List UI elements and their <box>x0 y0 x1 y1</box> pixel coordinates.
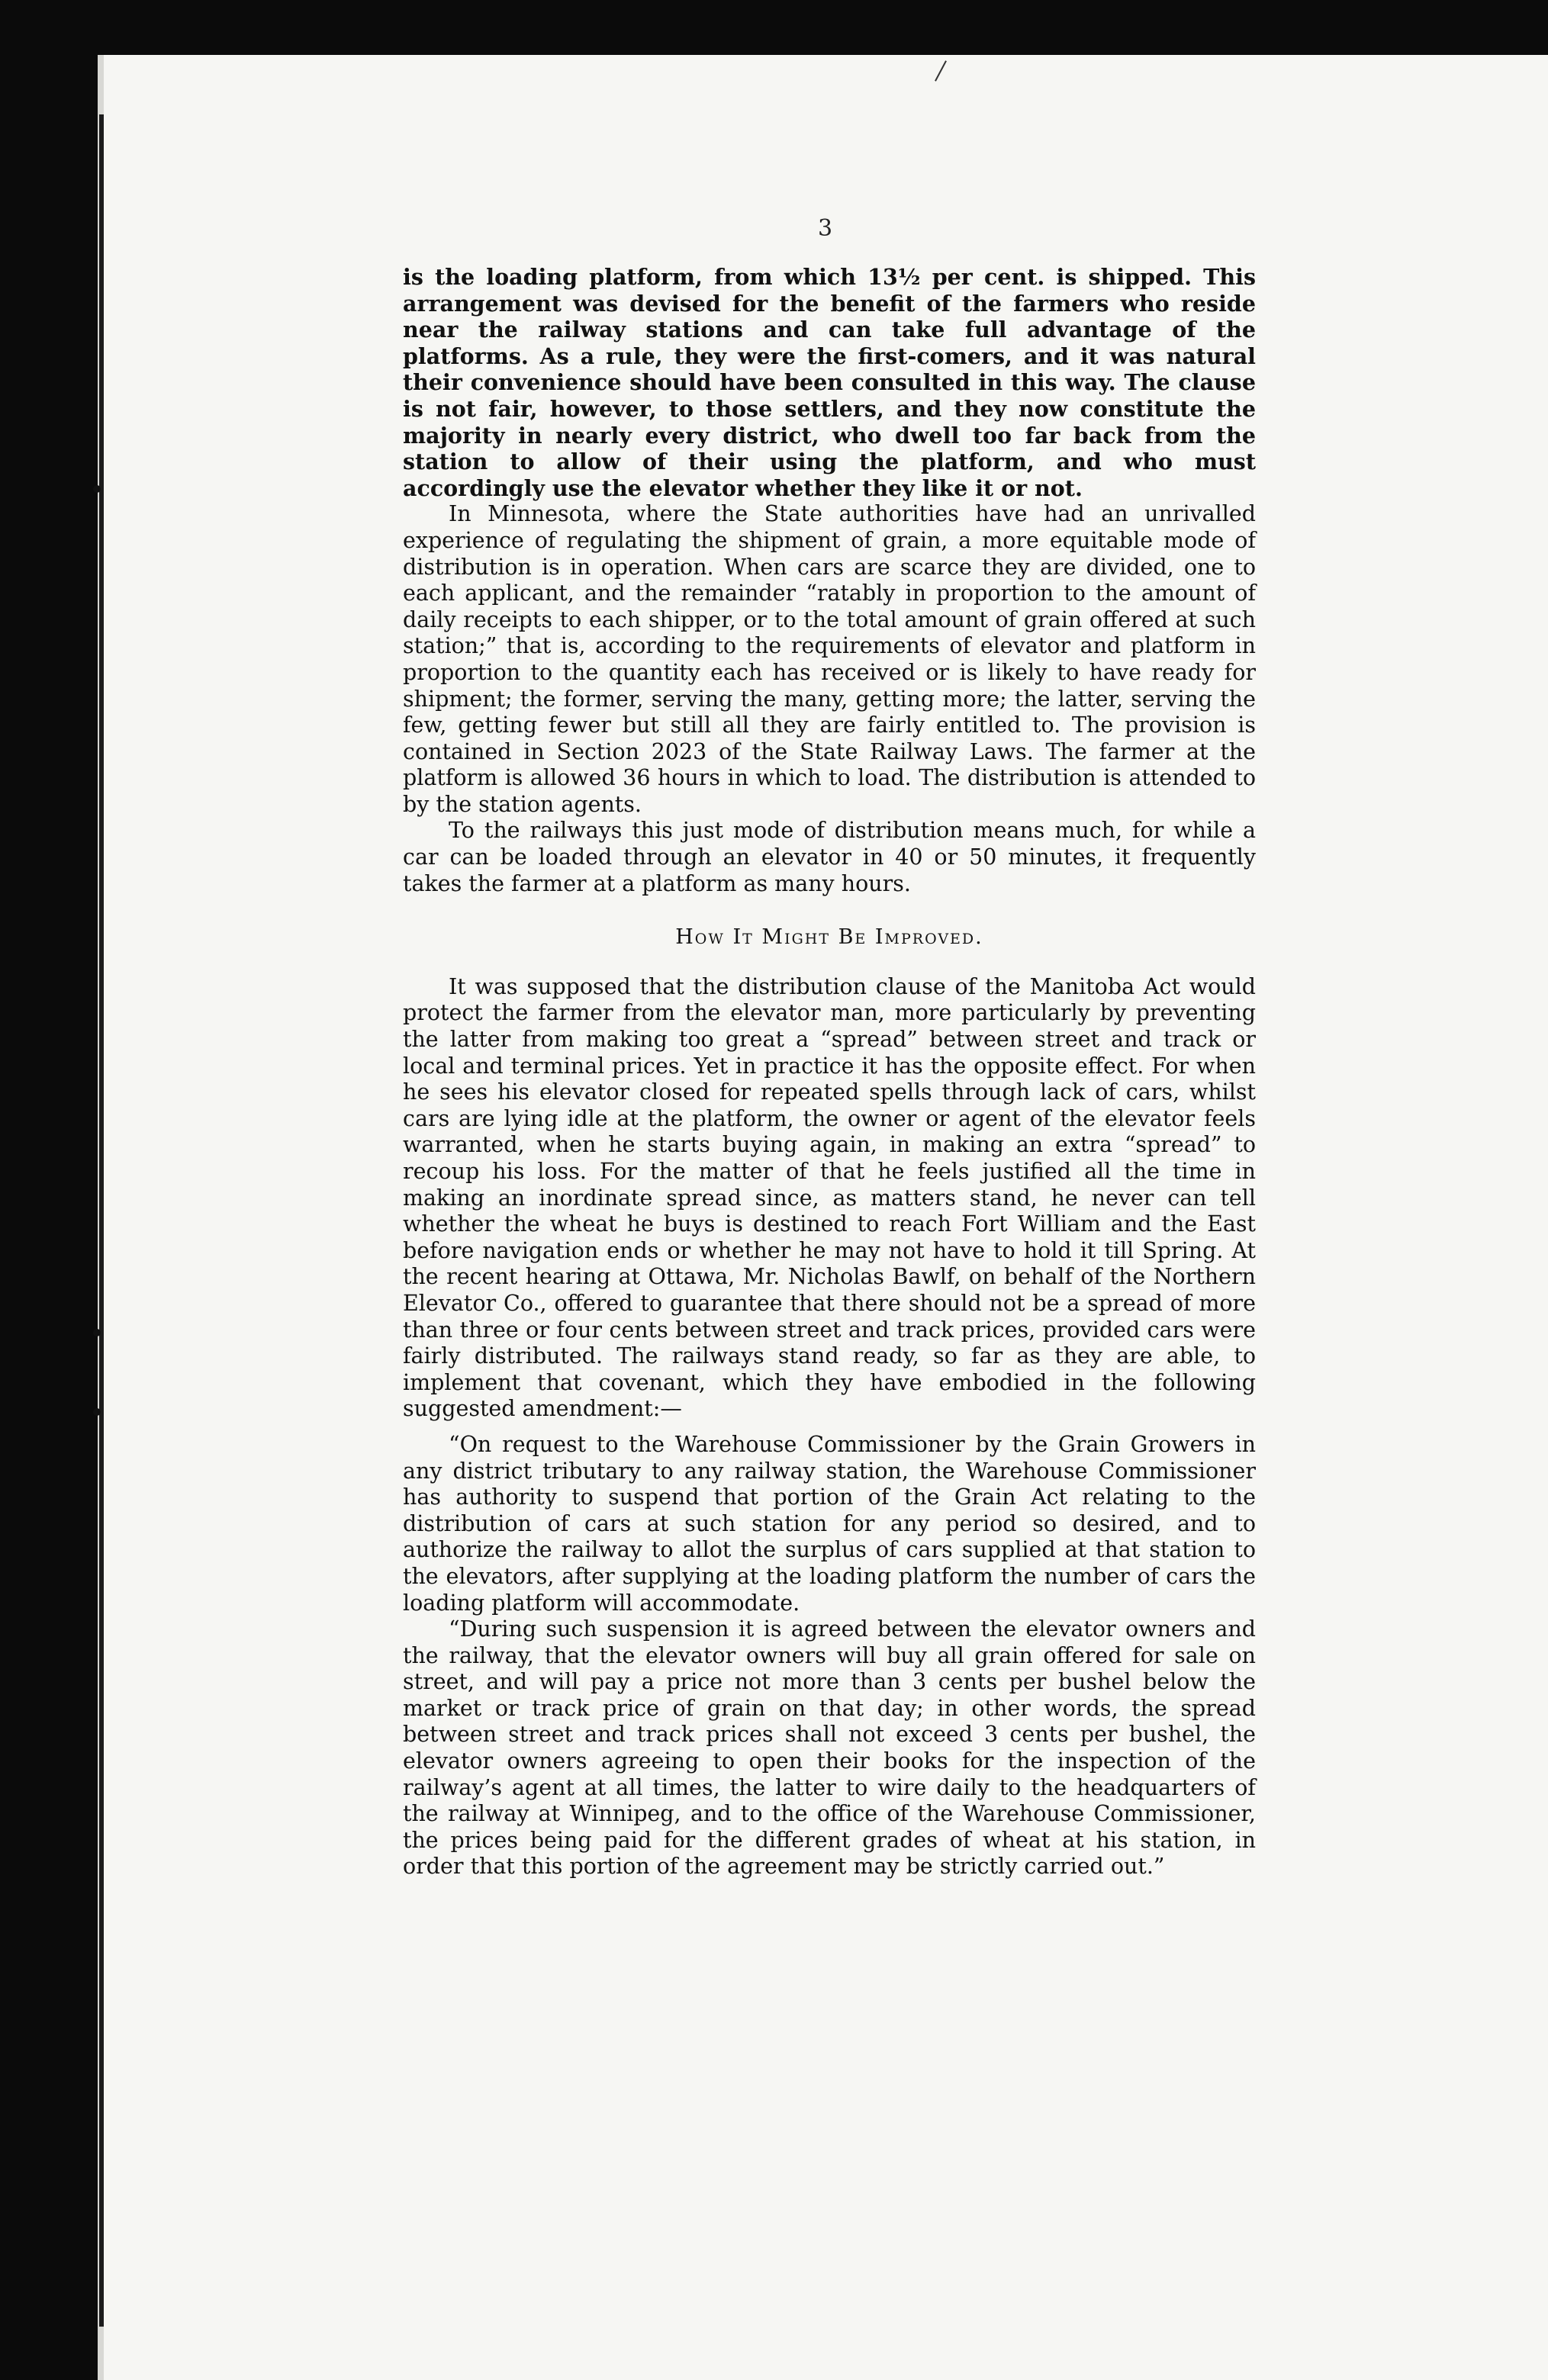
section-heading: How It Might Be Improved. <box>675 925 983 950</box>
quoted-paragraph: “On request to the Warehouse Commissioner by the Grain Growers in any district tributary to any railway station, the Warehouse Commissioner has authority to suspend that portion of the Grain Act relating to the distribution of cars at such station for any period so desired, and to authorize the railway to allot the surplus of cars supplied at that station to the elevators, after supplying at the loading platform the number of cars the loading platform will accommodate. <box>403 1431 1256 1616</box>
margin-rule <box>99 114 104 2327</box>
quoted-paragraph: “During such suspension it is agreed between the elevator owners and the railway, that the elevator owners will buy all grain offered for sale on street, and will pay a price not more than 3 cents per bushel below the market or track price of grain on that day; in other words, the spread between street and track prices shall not exceed 3 cents per bushel, the elevator owners agreeing to open their books for the inspection of the railway’s agent at all times, the latter to wire daily to the headquarters of the railway at Winnipeg, and to the office of the Warehouse Commissioner, the prices being paid for the different grades of wheat at his station, in order that this portion of the agreement may be strictly carried out.” <box>403 1616 1256 1880</box>
paragraph: To the railways this just mode of distribution means much, for while a car can be loaded through an elevator in 40 or 50 minutes, it frequently takes the farmer at a platform as many hours. <box>403 818 1256 896</box>
page-number: 3 <box>818 215 833 242</box>
margin-dot <box>93 1329 101 1336</box>
paragraph: In Minnesota, where the State authorities have had an unrivalled experience of regulating the shipment of grain, a more equitable mode of distribution is in operation. When cars are scarce they are divided, one to each applicant, and the remainder “ratably in proportion to the amount of daily receipts to each shipper, or to the total amount of grain offered at such station;” that is, according to the requirements of elevator and platform in proportion to the quantity each has received or is likely to have ready for shipment; the former, serving the many, getting more; the latter, serving the few, getting fewer but still all they are fairly entitled to. The provision is contained in Section 2023 of the State Railway Laws. The farmer at the platform is allowed 36 hours in which to load. The distribution is attended to by the station agents. <box>403 501 1256 817</box>
paragraph: It was supposed that the distribution clause of the Manitoba Act would protect the farmer from the elevator man, more particularly by preventing the latter from making too great a “spread” between street and track or local and terminal prices. Yet in practice it has the opposite effect. For when he sees his elevator closed for repeated spells through lack of cars, whilst cars are lying idle at the platform, the owner or agent of the elevator feels warranted, when he starts buying again, in making an extra “spread” to recoup his loss. For the matter of that he feels justified all the time in making an inordinate spread since, as matters stand, he never can tell whether the wheat he buys is destined to reach Fort William and the East before navigation ends or whether he may not have to hold it till Spring. At the recent hearing at Ottawa, Mr. Nicholas Bawlf, on behalf of the Northern Elevator Co., offered to guarantee that there should not be a spread of more than three or four cents between street and track prices, provided cars were fairly distributed. The railways stand ready, so far as they are able, to implement that covenant, which they have embodied in the following suggested amendment:— <box>403 973 1256 1422</box>
body-text <box>403 264 1256 1880</box>
margin-dot <box>93 485 101 493</box>
paragraph: is the loading platform, from which 13½ per cent. is shipped. This arrangement was devised for the benefit of the farmers who reside near the railway stations and can take full advantage of the platforms. As a rule, they were the first-comers, and it was natural their convenience should have been consulted in this way. The clause is not fair, however, to those settlers, and they now constitute the majority in nearly every district, who dwell too far back from the station to allow of their using the platform, and who must accordingly use the elevator whether they like it or not. <box>403 264 1256 501</box>
margin-dot <box>93 1408 101 1416</box>
